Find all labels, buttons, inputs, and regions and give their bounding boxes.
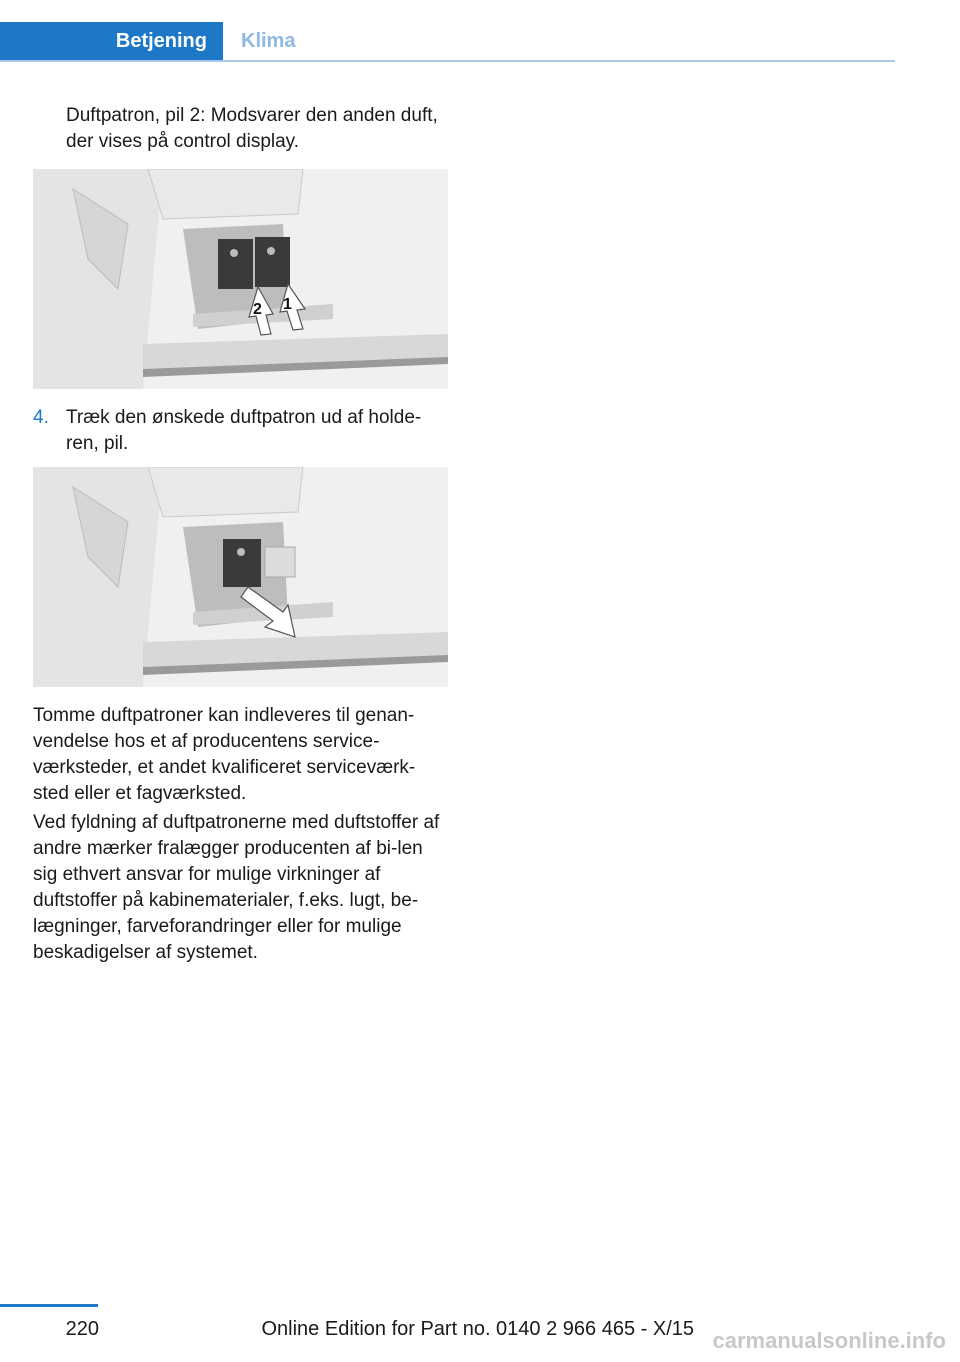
footer-rule: [0, 1304, 98, 1307]
header: [0, 0, 895, 62]
watermark: carmanualsonline.info: [712, 1328, 946, 1353]
arrow-label-1: 1: [283, 296, 292, 313]
step-text: Træk den ønskede duftpatron ud af holde‐ren, pil.: [66, 407, 422, 454]
paragraph-recycling: Tomme duftpatroner kan indleveres til genan‐vendelse hos et af producentens service‐værksteder, et andet kvalificeret serviceværk‐sted eller et fagværksted.: [33, 705, 416, 804]
intro-text: Duftpatron, pil 2: Modsvarer den anden duft, der vises på control display.: [66, 105, 438, 152]
edition-text: Online Edition for Part no. 0140 2 966 465 - X/15: [261, 1318, 694, 1340]
page-number: 220: [65, 1318, 99, 1340]
cartridge-illustration: [33, 169, 448, 389]
step-number: 4.: [33, 407, 49, 428]
paragraph-liability: Ved fyldning af duftpatronerne med duftstoffer af andre mærker fralægger producenten af bi‐len sig ethvert ansvar for mulige virkninger af duftstoffer på kabinematerialer, f.eks. lugt, be‐lægninger, farveforandringer eller for mulige beskadigelser af systemet.: [33, 812, 440, 963]
header-rule: [0, 60, 895, 62]
arrow-label-2: 2: [253, 301, 262, 318]
cartridge-removal-illustration: [33, 467, 448, 687]
figure-cartridge-removal: [33, 467, 448, 687]
tab-klima[interactable]: Klima: [241, 29, 296, 52]
figure-cartridges-arrows: [33, 169, 448, 389]
tab-betjening[interactable]: Betjening: [0, 22, 223, 60]
